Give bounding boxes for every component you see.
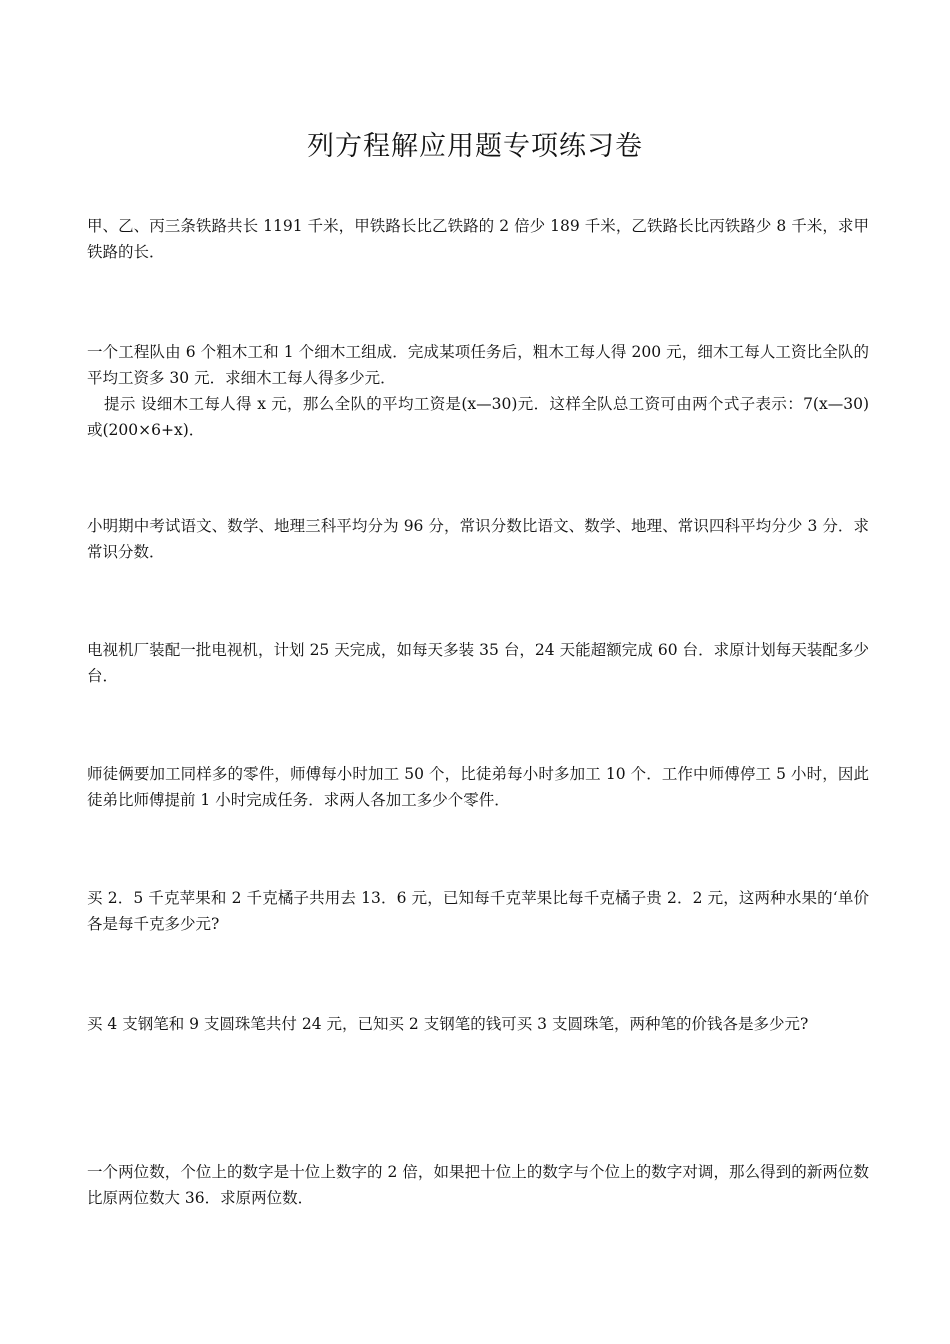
problem-1 xyxy=(87,213,869,265)
problem-5 xyxy=(87,761,869,813)
problem-text: 一个工程队由 6 个粗木工和 1 个细木工组成．完成某项任务后，粗木工每人得 200 元，细木工每人工资比全队的平均工资多 30 元．求细木工每人得多少元． xyxy=(87,343,869,387)
page-title: 列方程解应用题专项练习卷 xyxy=(307,131,643,162)
problem-3 xyxy=(87,513,869,565)
problem-text: 一个两位数，个位上的数字是十位上数字的 2 倍，如果把十位上的数字与个位上的数字对调，那么得到的新两位数比原两位数大 36．求原两位数． xyxy=(87,1163,869,1207)
problem-text: 小明期中考试语文、数学、地理三科平均分为 96 分，常识分数比语文、数学、地理、常识四科平均分少 3 分．求常识分数． xyxy=(87,517,869,561)
problem-2 xyxy=(87,339,869,443)
problem-text: 师徒俩要加工同样多的零件，师傅每小时加工 50 个，比徒弟每小时多加工 10 个．工作中师傅停工 5 小时，因此徒弟比师傅提前 1 小时完成任务．求两人各加工多少个零件． xyxy=(87,765,869,809)
problem-text: 买 2．5 千克苹果和 2 千克橘子共用去 13．6 元，已知每千克苹果比每千克橘子贵 2．2 元，这两种水果的‘单价各是每千克多少元? xyxy=(87,889,869,933)
problem-text: 买 4 支钢笔和 9 支圆珠笔共付 24 元，已知买 2 支钢笔的钱可买 3 支圆珠笔，两种笔的价钱各是多少元? xyxy=(87,1015,809,1033)
problem-text: 甲、乙、丙三条铁路共长 1191 千米，甲铁路长比乙铁路的 2 倍少 189 千米，乙铁路长比丙铁路少 8 千米，求甲铁路的长． xyxy=(87,217,869,261)
problem-4 xyxy=(87,637,869,689)
problem-hint: 提示 设细木工每人得 x 元，那么全队的平均工资是(x—30)元．这样全队总工资可由两个式子表示：7(x—30)或(200×6+x)． xyxy=(87,395,869,439)
problem-text: 电视机厂装配一批电视机，计划 25 天完成，如每天多装 35 台，24 天能超额完成 60 台．求原计划每天装配多少台． xyxy=(87,641,869,685)
problem-7 xyxy=(87,1011,869,1037)
problem-8 xyxy=(87,1159,869,1211)
problem-6 xyxy=(87,885,869,937)
